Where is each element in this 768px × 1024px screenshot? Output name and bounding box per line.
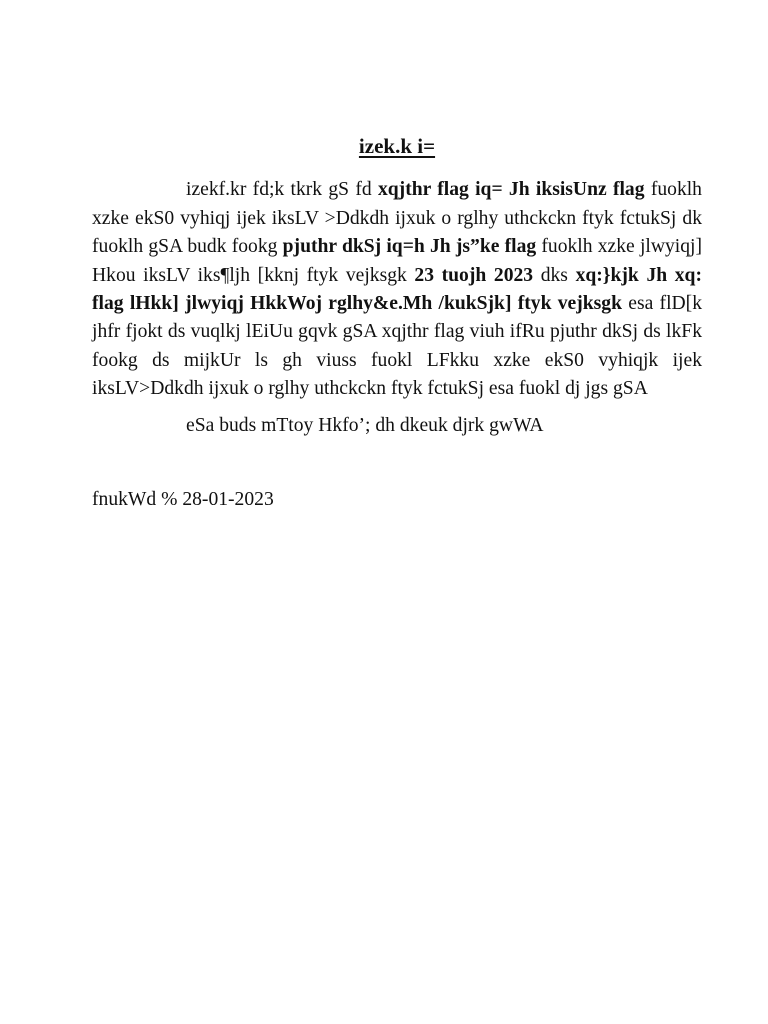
body-text-segment: fuoklh xzke jlwyiqj] Hkou iksLV iks¶ljh [kknj ftyk vejksgk [92, 236, 702, 286]
ceremony-venue: xq:}kjk Jh xq: flag lHkk] jlwyiqj HkkWoj rglhy&e.Mh /kukSjk] ftyk vejksgk [92, 264, 702, 315]
bride-name: pjuthr dkSj iq=h Jh js”ke flag [282, 236, 537, 258]
certificate-body-paragraph [92, 176, 702, 403]
marriage-date: 23 tuojh 2023 [414, 264, 534, 286]
document-title: izek.k i= [358, 134, 436, 158]
body-text-segment: izekf.kr fd;k tkrk gS fd [186, 179, 378, 201]
body-text-segment: esa flD[k jhfr fjokt ds vuqlkj lEiUu gqvk gSA xqjthr flag viuh ifRu pjuthr dkSj ds lkFk fookg ds mijkUr ls gh viuss fuokl LFkku xzke ekS0 vyhiqjk ijek iksLV>Ddkdh ijxuk o rglhy uthckckn ftyk fctukSj esa fuokl dj jgs gSA [92, 293, 702, 400]
closing-wish: eSa buds mTtoy Hkfo’; dh dkeuk djrk gwWA [186, 414, 544, 436]
certificate-document [92, 132, 702, 514]
body-text-segment: dks [533, 264, 576, 286]
body-text-segment: fuoklh xzke ekS0 vyhiqj ijek iksLV >Ddkdh ijxuk o rglhy uthckckn ftyk fctukSj dk fuoklh gSA budk fookg [92, 179, 702, 258]
document-date: fnukWd % 28-01-2023 [92, 489, 274, 511]
groom-name: xqjthr flag iq= Jh iksisUnz flag [377, 179, 645, 201]
